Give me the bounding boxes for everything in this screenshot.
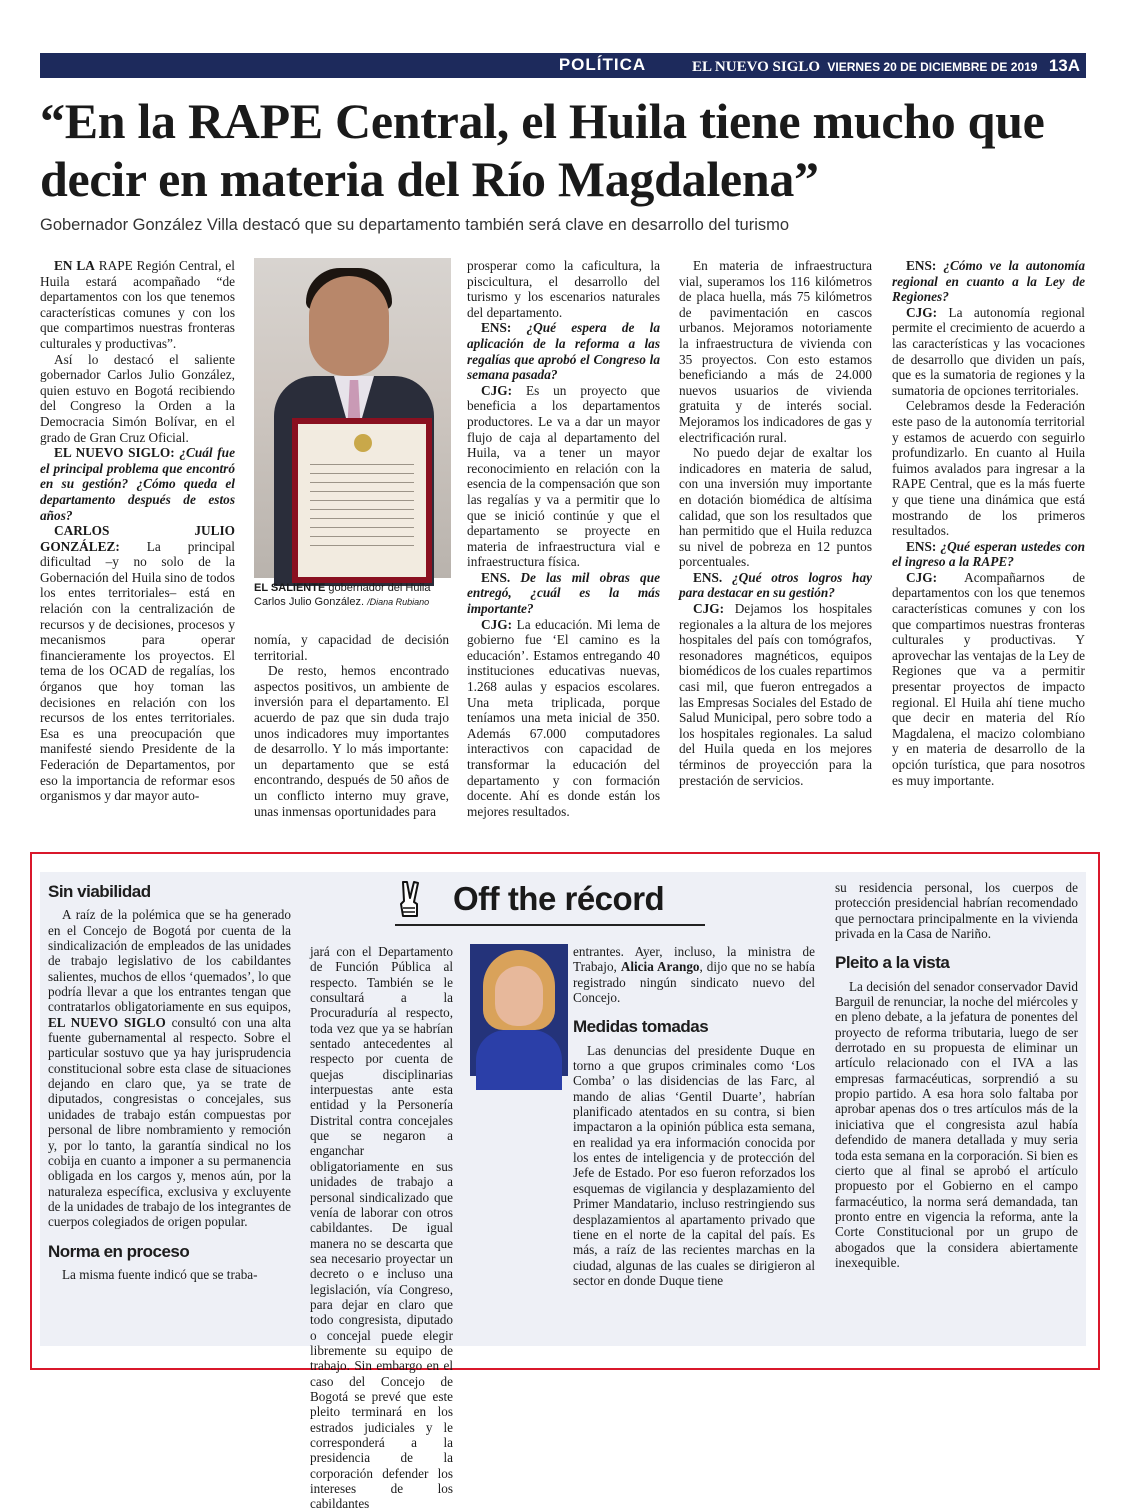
page-number: 13A [1048,56,1080,75]
masthead-info [692,56,1080,76]
otr-column-4: su residencia personal, los cuerpos de protección presidencial habrían recomendado que pernoctara principalmente en la vivienda privada en la Casa de Nariño. Pleito a la vista La decisión del senador conservador David Barguil de renunciar, la noche del miércoles y en pleno debate, a la jefatura de ponentes del proyecto de reforma tributaria, luego de ser derrotado en su propuesta de eliminar un artículo relacionado con el IVA a las empresas farmacéuticas, sorprendió a su propio partido. A esa hora solo faltaba por aprobar apenas dos o tres artículos más de la iniciativa que el congresista azul había defendido de manera detallada y muy seria toda esta semana en la corporación. Si bien es cierto que al final se aprobó el artículo propuesto por el Gobierno en el campo farmacéutico, la norma será demandada, tan pronto entre en vigencia la reforma, ante la Corte Constitucional por un grupo de abogados que la considera abiertamente inexequible. [835,880,1078,1270]
photo-credit: /Diana Rubiano [367,597,430,607]
newspaper-brand: EL NUEVO SIGLO [691,59,821,75]
section-name: POLÍTICA [558,55,647,74]
minister-photo [470,944,568,1076]
diploma-image [292,418,432,583]
section-pleito-a-la-vista: Pleito a la vista [835,953,950,973]
article-column-3: prosperar como la caficultura, la piscicultura, el desarrollo del turismo y los escenarios naturales del departamento. ENS: ¿Qué espera de la aplicación de la reforma a las regalías que aprobó el Congreso la semana pasada? CJG: Es un proyecto que beneficia a los departamentos productores. Le va a dar un mayor flujo de caja al departamento del Huila, va a tener un mayor reconocimiento en relación con la esencia de la compensación que son las regalías y va a permitir que lo que se inició continúe y que el departamento se proyecte en materia de infraestructura vial e infraestructura física. ENS. De las mil obras que entregó, ¿cuál es la más importante? CJG: La educación. Mi lema de gobierno fue ‘El camino es la educación’. Estamos entregando 40 instituciones educativas nuevas, 1.268 aulas y espacios escolares. Una meta triplicada, porque teníamos una meta inicial de 350. Además 67.000 computadores interactivos con capacidad de transformar la educación del departamento y con formación docente. Ahí es donde están los mejores resultados. [467,258,660,819]
issue-date: VIERNES 20 DE DICIEMBRE DE 2019 [827,60,1038,74]
governor-photo [254,258,451,578]
otr-column-1: Sin viabilidad A raíz de la polémica que se ha generado en el Concejo de Bogotá por cuenta de la sindicalización de empleados de las unidades de trabajo legislativo de los cabildantes salientes, muchos de ellos ‘quemados’, lo que podría llevar a que los entrantes tengan que contratarlos obligatoriamente en sus equipos, EL NUEVO SIGLO consultó con una alta fuente gubernamental al respecto. Sobre el particular sostuvo que ya hay jurisprudencia constitucional sobre esta clase de situaciones dejando en claro que, ya se trate de diputados, congresistas o concejales, sus unidades de trabajo están compuestas por personal de libre nombramiento y remoción y, por lo tanto, la garantía sindical no los cobija en cuanto a imponer a su permanencia obligada en los cargos y, menos aún, por la naturaleza específica, exclusiva y excluyente de la unidades de trabajo de los integrantes de cuerpos colegiados de origen popular. Norma en proceso La misma fuente indicó que se traba- [48,882,291,1282]
photo-caption: EL SALIENTE gobernador del Huila Carlos Julio González. /Diana Rubiano [254,582,431,608]
article-subhead: Gobernador González Villa destacó que su departamento también será clave en desarrollo del turismo [40,216,790,234]
article-column-2: nomía, y capacidad de decisión territorial. De resto, hemos encontrado aspectos positivos, un ambiente de inversión para el departamento. El acuerdo de paz que sin duda trajo unos indicadores muy importantes de desarrollo. Y lo más importante: un departamento que se está encontrando, después de 50 años de un conflicto interno muy grave, unas inmensas oportunidades para [254,632,449,819]
title-rule [395,924,705,926]
section-header-bar [40,53,1086,78]
otr-column-3: entrantes. Ayer, incluso, la ministra de Trabajo, Alicia Arango, dijo que no se había registrado ningún sindicato nuevo del Concejo. Medidas tomadas Las denuncias del presidente Duque en torno a que grupos criminales como ‘Los Comba’ o las disidencias de las Farc, al mando de alias ‘Gentil Duarte’, habrían planificado atentados en su contra, si bien impactaron a la opinión pública esta semana, en realidad ya era información conocida por los entes de inteligencia y de protección del Jefe de Estado. Por eso fueron reforzados los esquemas de vigilancia y desplazamiento del Primer Mandatario, incluso restringiendo sus desplazamientos al apartamento privado que tiene en el norte de la capital del país. Es más, a raíz de las recientes marchas en la ciudad, algunas de las cuales se dirigieron al sector en donde Duque tiene [573,944,815,1288]
section-medidas-tomadas: Medidas tomadas [573,1017,709,1037]
off-the-record-heading: Off the récord [453,880,665,917]
article-headline: “En la RAPE Central, el Huila tiene mucho que decir en materia del Río Magdalena” [40,93,1045,207]
section-norma-en-proceso: Norma en proceso [48,1241,190,1261]
article-column-4: En materia de infraestructura vial, superamos los 116 kilómetros de placa huella, más 75 kilómetros de pavimentación en cascos urbanos. Mejoramos notoriamente la infraestructura de vivienda con 35 proyectos. Con esto estamos beneficiando a más de 24.000 nuevos usuarios de vivienda gratuita y de interés social. Mejoramos los indicadores de gas y electrificación rural. No puedo dejar de exaltar los indicadores en materia de salud, con una inversión muy importante en dotación biomédica de altísima calidad, que son los resultados que han permitido que el Huila reduzca su nivel de pobreza en 12 puntos porcentuales. ENS. ¿Qué otros logros hay para destacar en su gestión? CJG: Dejamos los hospitales regionales a la altura de los mejores hospitales del país con tomógrafos, resonadores magnéticos, equipos biomédicos de los cuales repartimos casi mil, que fueron entregados a las Empresas Sociales del Estado de Salud Municipal, pero sobre todo a los hospitales regionales. La salud del Huila queda en los mejores términos de proyección para la prestación de servicios. [679,258,872,788]
off-the-record-title [395,880,705,926]
article-column-5: ENS: ¿Cómo ve la autonomía regional en cuanto a la Ley de Regiones? CJG: La autonomía regional permite el crecimiento de acuerdo a las características y las vocaciones de desarrollo que dividen un país, que es la sumatoria de regiones y la sumatoria de opciones territoriales. Celebramos desde la Federación este paso de la autonomía territorial y estamos de acuerdo con seguirlo profundizarlo. En cuanto al Huila fuimos avalados para ingresar a la RAPE Central, que es la más fuerte y que tiene una dinámica que está mostrando de los primeros resultados. ENS: ¿Qué esperan ustedes con el ingreso a la RAPE? CJG: Acompañarnos de departamentos con los que tenemos características comunes y con los que compartimos nuestras fronteras culturales y productivas. Y aprovechar las ventajas de la Ley de Regiones que va a permitir presentar proyectos de impacto regional. El Huila ahí tiene mucho que decir en materia del Río Magdalena, el macizo colombiano y en materia de desarrollo de la opción turística, que para nosotros es muy importante. [892,258,1085,788]
article-column-1: EN LA RAPE Región Central, el Huila estará acompañado “de departamentos con los que tenemos características comunes y con los que compartimos nuestras fronteras culturales y productivas”. Así lo destacó el saliente gobernador Carlos Julio González, quien estuvo en Bogotá recibiendo del Congreso la Orden a la Democracia Simón Bolívar, en el grado de Gran Cruz Oficial. EL NUEVO SIGLO: ¿Cuál fue el principal problema que encontró en su gestión? ¿Cómo queda el departamento después de estos años? CARLOS JULIO GONZÁLEZ: La principal dificultad –y no solo de la Gobernación del Huila sino de todos los entes territoriales– está en relación con la centralización de recursos y de decisiones, procesos y mecanismos para operar financieramente los proyectos. El tema de los OCAD de regalías, los órganos que hoy toman las decisiones en relación con los recursos de los entes territoriales. Esa es una preocupación que manifesté siendo Presidente de la Federación de Departamentos, por eso la importancia de reformar esos organismos y dar mayor auto- [40,258,235,804]
victory-hand-icon [395,880,425,920]
otr-column-2: jará con el Departamento de Función Pública al respecto. También se le consultará a la Procuraduría al respecto, toda vez que ya se habrían sentado antecedentes al respecto por cuenta de quejas disciplinarias interpuestas ante esta entidad y la Personería Distrital contra concejales que se negaron a enganchar obligatoriamente en sus unidades de trabajo a personal sindicalizado que venía de laborar con otros cabildantes. De igual manera no se descarta que sea necesario proyectar un decreto o e incluso una legislación, vía Congreso, para dejar en claro que todo congresista, diputado o concejal puede elegir libremente su equipo de trabajo. Sin embargo en el caso del Concejo de Bogotá se prevé que este pleito terminará en los estrados judiciales y le corresponderá a la presidencia de la corporación defender los intereses de los cabildantes [310,944,453,1512]
section-sin-viabilidad: Sin viabilidad [48,882,151,901]
